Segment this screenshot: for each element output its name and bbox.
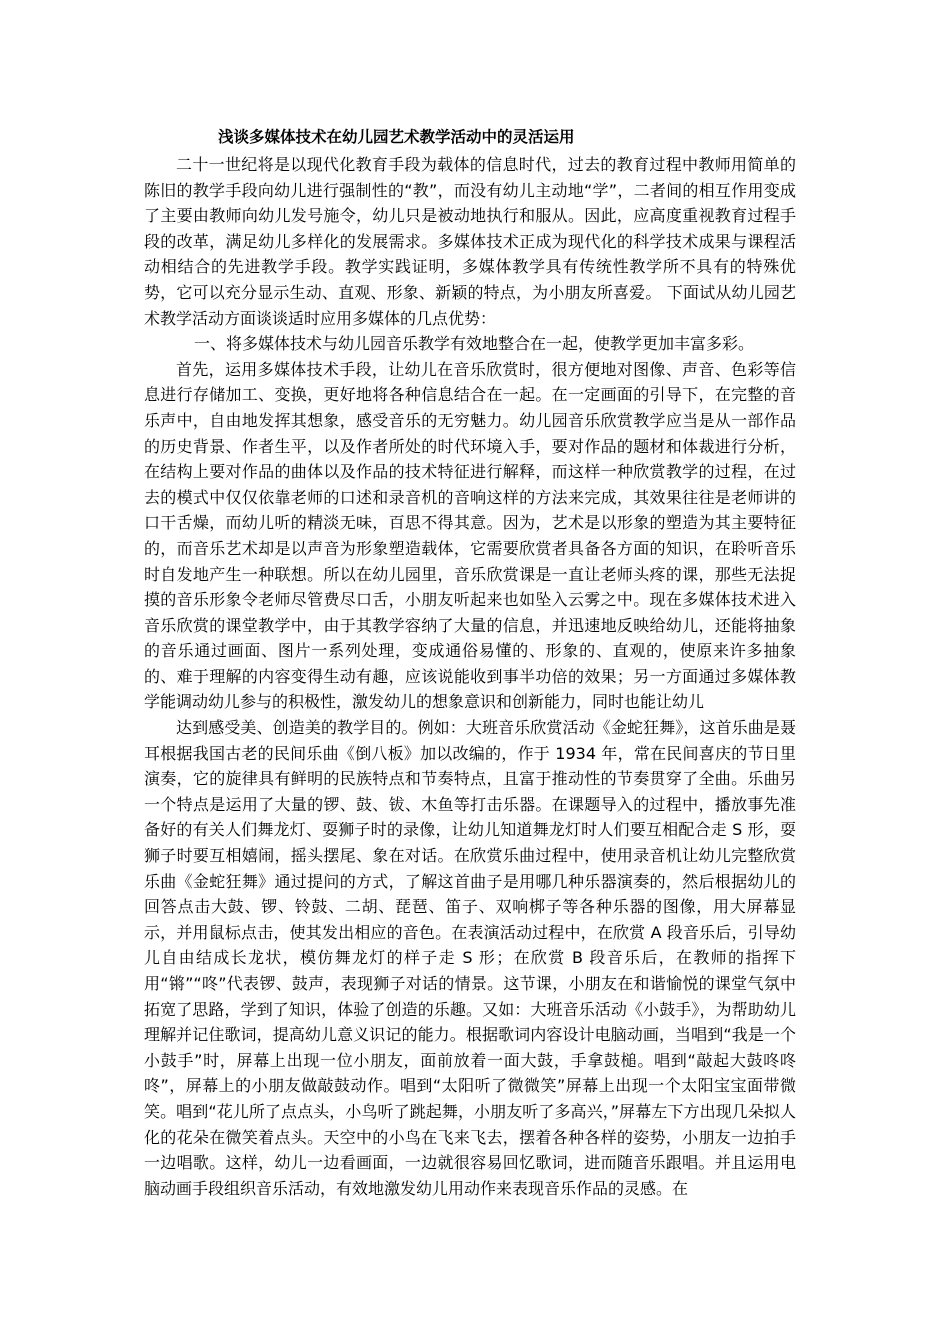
intro-paragraph: 二十一世纪将是以现代化教育手段为载体的信息时代，过去的教育过程中教师用简单的陈旧的教学手段向幼儿进行强制性的“教”，而没有幼儿主动地“学”，二者间的相互作用变成了主要由教师向幼儿发号施令，幼儿只是被动地执行和服从。因此，应高度重视教育过程手段的改革，满足幼儿多样化的发展需求。多媒体技术正成为现代化的科学技术成果与课程活动相结合的先进教学手段。教学实践证明，多媒体教学具有传统性教学所不具有的特殊优势，它可以充分显示生动、直观、形象、新颖的特点，为小朋友所喜爱。 下面试从幼儿园艺术教学活动方面谈谈适时应用多媒体的几点优势： (144, 155, 796, 328)
body-paragraph-2: 达到感受美、创造美的教学目的。例如：大班音乐欣赏活动《金蛇狂舞》，这首乐曲是聂耳根据我国古老的民间乐曲《倒八板》加以改编的，作于 1934 年，常在民间喜庆的节日里演奏，它的旋律具有鲜明的民族特点和节奏特点，且富于推动性的节奏贯穿了全曲。乐曲另一个特点是运用了大量的锣、鼓、钹、木鱼等打击乐器。在课题导入的过程中，播放事先准备好的有关人们舞龙灯、耍狮子时的录像，让幼儿知道舞龙灯时人们要互相配合走 S 形，耍狮子时要互相嬉闹，摇头摆尾、象在对话。在欣赏乐曲过程中，使用录音机让幼儿完整欣赏乐曲《金蛇狂舞》通过提问的方式，了解这首曲子是用哪几种乐器演奏的，然后根据幼儿的回答点击大鼓、锣、铃鼓、二胡、琵琶、笛子、双响梆子等各种乐器的图像，用大屏幕显示，并用鼠标点击，使其发出相应的音色。在表演活动过程中，在欣赏 A 段音乐后，引导幼儿自由结成长龙状，模仿舞龙灯的样子走 S 形；在欣赏 B 段音乐后，在教师的指挥下用“锵”“咚”代表锣、鼓声，表现狮子对话的情景。这节课，小朋友在和谐愉悦的课堂气氛中拓宽了思路，学到了知识，体验了创造的乐趣。又如：大班音乐活动《小鼓手》，为帮助幼儿理解并记住歌词，提高幼儿意义识记的能力。根据歌词内容设计电脑动画，当唱到“我是一个小鼓手”时，屏幕上出现一位小朋友，面前放着一面大鼓，手拿鼓槌。唱到“敲起大鼓咚咚咚”，屏幕上的小朋友做敲鼓动作。唱到“太阳听了微微笑”屏幕上出现一个太阳宝宝面带微笑。唱到“花儿所了点点头，小鸟听了跳起舞，小朋友听了多高兴，”屏幕左下方出现几朵拟人化的花朵在微笑着点头。天空中的小鸟在飞来飞去，摆着各种各样的姿势，小朋友一边拍手一边唱歌。这样，幼儿一边看画面，一边就很容易回忆歌词，进而随音乐跟唱。并且运用电脑动画手段组织音乐活动，有效地激发幼儿用动作来表现音乐作品的灵感。在 (144, 718, 796, 1198)
document-title: 浅谈多媒体技术在幼儿园艺术教学活动中的灵活运用 (218, 128, 575, 146)
body-paragraph-1: 首先，运用多媒体技术手段，让幼儿在音乐欣赏时，很方便地对图像、声音、色彩等信息进行存储加工、变换，更好地将各种信息结合在一起。在一定画面的引导下，在完整的音乐声中，自由地发挥其想象，感受音乐的无穷魅力。幼儿园音乐欣赏教学应当是从一部作品的历史背景、作者生平，以及作者所处的时代环境入手，要对作品的题材和体裁进行分析，在结构上要对作品的曲体以及作品的技术特征进行解释，而这样一种欣赏教学的过程，在过去的模式中仅仅依靠老师的口述和录音机的音响这样的方法来完成，其效果往往是老师讲的口干舌燥，而幼儿听的精淡无味，百思不得其意。因为，艺术是以形象的塑造为其主要特征的，而音乐艺术却是以声音为形象塑造载体，它需要欣赏者具备各方面的知识，在聆听音乐时自发地产生一种联想。所以在幼儿园里，音乐欣赏课是一直让老师头疼的课，那些无法捉摸的音乐形象令老师尽管费尽口舌，小朋友听起来也如坠入云雾之中。现在多媒体技术进入音乐欣赏的课堂教学中，由于其教学容纳了大量的信息，并迅速地反映给幼儿，还能将抽象的音乐通过画面、图片一系列处理，变成通俗易懂的、形象的、直观的，使原来许多抽象的、难于理解的内容变得生动有趣，应该说能收到事半功倍的效果；另一方面通过多媒体教学能调动幼儿参与的积极性，激发幼儿的想象意识和创新能力，同时也能让幼儿 (144, 359, 796, 712)
document-content (144, 124, 796, 1201)
section-heading: 一、将多媒体技术与幼儿园音乐教学有效地整合在一起，使教学更加丰富多彩。 (194, 334, 755, 354)
